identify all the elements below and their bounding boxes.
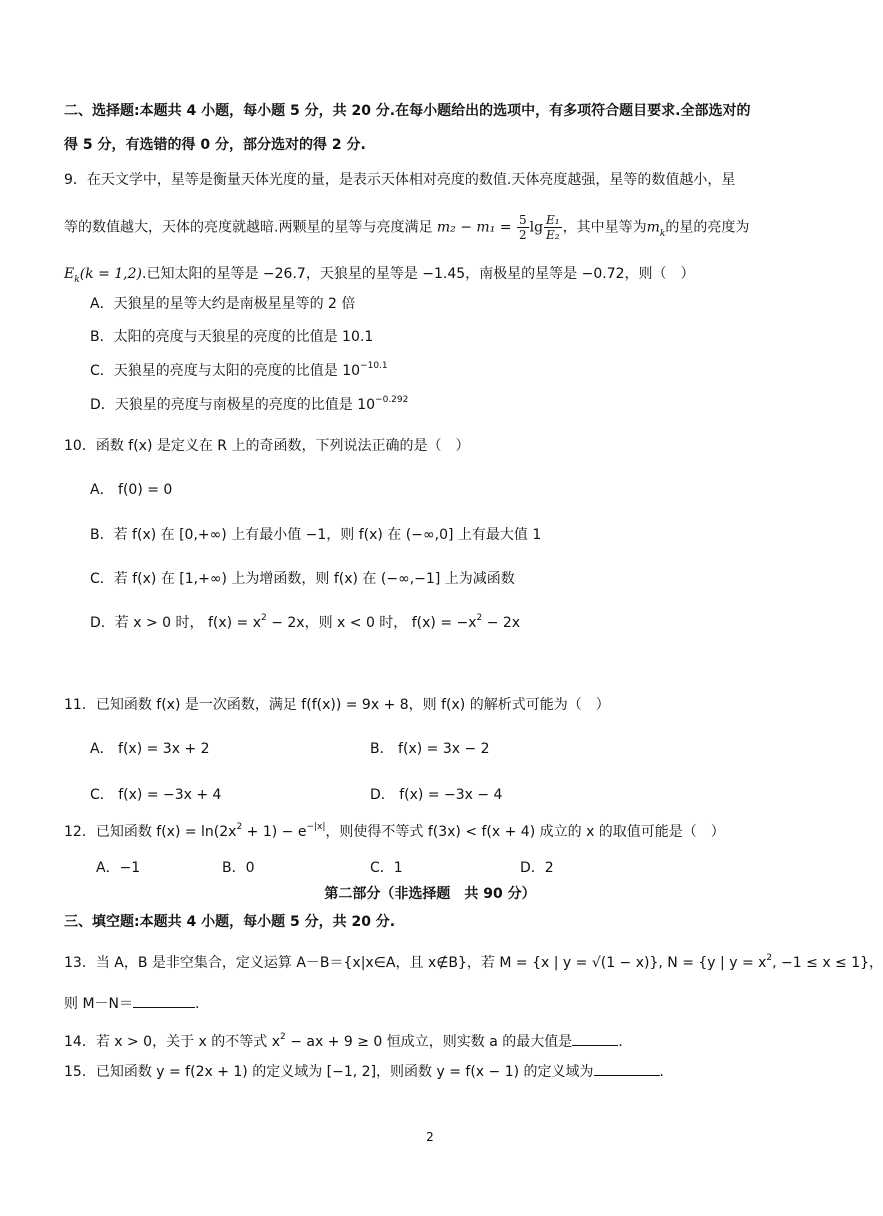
q10-stem: 10．函数 f(x) 是定义在 R 上的奇函数，下列说法正确的是（ ） bbox=[64, 438, 470, 454]
answer-blank[interactable] bbox=[133, 993, 195, 1008]
fraction-5-2: $\frac{5}{2}$ bbox=[518, 213, 527, 242]
answer-blank[interactable] bbox=[572, 1031, 618, 1046]
section-heading-fill: 三、填空题:本题共 4 小题，每小题 5 分，共 20 分. bbox=[64, 914, 396, 930]
answer-blank[interactable] bbox=[594, 1061, 660, 1076]
q15-stem: 15．已知函数 y = f(2x + 1) 的定义域为 [−1, 2]，则函数 y = f(x − 1) 的定义域为 . bbox=[64, 1061, 664, 1082]
q9-option-b: B．太阳的亮度与天狼星的亮度的比值是 10.1 bbox=[90, 329, 374, 345]
q10-option-a: A． f(0) = 0 bbox=[90, 482, 173, 498]
q12-option-b: B．0 bbox=[222, 860, 255, 876]
q9-option-c: C．天狼星的亮度与太阳的亮度的比值是 $10^{-10.1}$ bbox=[90, 361, 388, 379]
part2-title: 第二部分（非选择题 共 90 分） bbox=[324, 886, 536, 902]
q11-stem: 11．已知函数 f(x) 是一次函数，满足 f(f(x)) = 9x + 8，则 f(x) 的解析式可能为（ ） bbox=[64, 697, 610, 713]
q9-stem-line1: 9．在天文学中，星等是衡量天体光度的量，是表示天体相对亮度的数值.天体亮度越强，星等的数值越小，星 bbox=[64, 172, 736, 188]
page-number: 2 bbox=[426, 1130, 434, 1144]
q11-option-c: C． f(x) = −3x + 4 bbox=[90, 787, 222, 803]
q12-option-a: A．−1 bbox=[96, 860, 141, 876]
section-heading-choice: 二、选择题:本题共 4 小题，每小题 5 分，共 20 分.在每小题给出的选项中，有多项符合题目要求.全部选对的 bbox=[64, 103, 751, 119]
q13-answer-line: 则 M－N＝ . bbox=[64, 993, 199, 1014]
section-heading-choice-line2: 得 5 分，有选错的得 0 分，部分选对的得 2 分. bbox=[64, 137, 366, 153]
q9-option-d: D．天狼星的亮度与南极星的亮度的比值是 $10^{-0.292}$ bbox=[90, 395, 409, 413]
q9-stem-line2: 等的数值越大，天体的亮度就越暗.两颗星的星等与亮度满足 m₂ − m₁ = $\frac{5}{2}$ lg $\frac{\text{E₁}}{\text{E₂}}$ ，其中星等为$m_k$的星的亮度为 bbox=[64, 213, 750, 242]
q13-stem: 13．当 A，B 是非空集合，定义运算 A－B＝{x|x∈A，且 x∉B}，若 M = {x | y = √(1 − x)}, N = {y | $y = x^2$, −1 ≤ x ≤ 1}， bbox=[64, 953, 883, 971]
q10-option-c: C．若 f(x) 在 [1,+∞) 上为增函数，则 f(x) 在 (−∞,−1] 上为减函数 bbox=[90, 571, 515, 587]
q11-option-d: D． f(x) = −3x − 4 bbox=[370, 787, 503, 803]
q14-stem: 14．若 x > 0，关于 x 的不等式 $x^2$ − ax + 9 ≥ 0 恒成立，则实数 a 的最大值是 . bbox=[64, 1032, 623, 1050]
q11-option-a: A． f(x) = 3x + 2 bbox=[90, 741, 210, 757]
q9-stem-line3: $E_k(k = 1,2)$.已知太阳的星等是 −26.7，天狼星的星等是 −1.45，南极星的星等是 −0.72，则（ ） bbox=[64, 266, 695, 285]
q10-option-b: B．若 f(x) 在 [0,+∞) 上有最小值 −1，则 f(x) 在 (−∞,0] 上有最大值 1 bbox=[90, 527, 542, 543]
fraction-e1-e2: $\frac{\text{E₁}}{\text{E₂}}$ bbox=[546, 213, 560, 242]
q12-stem: 12．已知函数 $f(x) = \ln(2x^2 + 1) - e^{-|x|}$，则使得不等式 f(3x) < f(x + 4) 成立的 x 的取值可能是（ ） bbox=[64, 822, 725, 840]
q10-option-d: D．若 x > 0 时， $f(x) = x^2 - 2x$，则 x < 0 时， $f(x) = -x^2 - 2x$ bbox=[90, 613, 521, 631]
q11-option-b: B． f(x) = 3x − 2 bbox=[370, 741, 490, 757]
q12-option-d: D．2 bbox=[520, 860, 554, 876]
q12-option-c: C．1 bbox=[370, 860, 403, 876]
q9-option-a: A．天狼星的星等大约是南极星星等的 2 倍 bbox=[90, 296, 356, 312]
